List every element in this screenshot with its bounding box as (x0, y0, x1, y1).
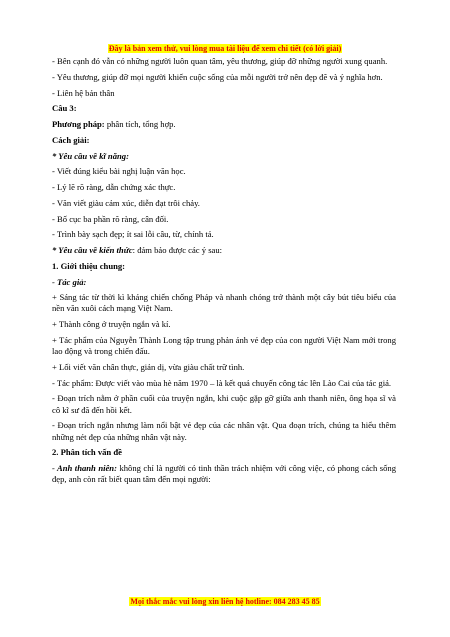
method-text: phân tích, tổng hợp. (104, 119, 176, 129)
list-item: - Đoạn trích ngắn nhưng làm nổi bật vẻ đẹp của các nhân vật. Qua đoạn trích, chúng ta hiểu thêm những nét đẹp của những nhân vật này. (52, 420, 396, 442)
solution-heading: Cách giải: (52, 134, 90, 145)
paragraph: - Yêu thương, giúp đỡ mọi người khiến cuộc sống của mỗi người trở nên đẹp đẽ và ý nghĩa hơn. (52, 71, 383, 82)
list-item: + Thành công ở truyện ngắn và kí. (52, 319, 171, 330)
character-label: - Anh thanh niên: (52, 463, 117, 474)
section-heading: 1. Giới thiệu chung: (52, 260, 126, 271)
character-text: không chỉ là người có tinh thần trách nhiệm với công việc, có phong cách sống đẹp, anh còn rất biết quan tâm đến mọi người: (52, 463, 397, 485)
list-item: - Viết đúng kiểu bài nghị luận văn học. (52, 166, 186, 177)
question-heading: Câu 3: (52, 103, 77, 114)
hotline-notice-footer (0, 596, 450, 607)
paragraph (52, 463, 396, 485)
paragraph: - Bên cạnh đó vẫn có những người luôn quan tâm, yêu thương, giúp đỡ những người xung quanh. (52, 56, 388, 66)
list-item: - Đoạn trích nằm ở phần cuối của truyện ngắn, khi cuộc gặp gỡ giữa anh thanh niên, ông họa sĩ và cô kĩ sư đã đến hồi kết. (52, 393, 396, 415)
paragraph: - Liên hệ bản thân (52, 87, 115, 98)
subsection-heading: - Tác giả: (52, 276, 87, 287)
knowledge-label: * Yêu cầu về kiến thức (52, 245, 133, 255)
list-item: - Văn viết giàu cảm xúc, diễn đạt trôi chảy. (52, 197, 200, 208)
preview-notice-header (0, 43, 450, 54)
list-item: + Tác phẩm của Nguyễn Thành Long tập trung phản ánh vẻ đẹp của con người Việt Nam mới trong lao động và trong chiến đấu. (52, 334, 396, 357)
paragraph (52, 119, 396, 130)
section-heading: 2. Phân tích vấn đề (52, 447, 122, 458)
list-item: - Lý lẽ rõ ràng, dẫn chứng xác thực. (52, 182, 176, 192)
paragraph (52, 245, 396, 256)
list-item: - Trình bày sạch đẹp; ít sai lỗi câu, từ, chính tả. (52, 229, 214, 240)
knowledge-text: : đảm bảo được các ý sau: (132, 245, 223, 255)
skills-heading: * Yêu cầu về kĩ năng: (52, 150, 129, 161)
hotline-notice-text: Mọi thắc mắc vui lòng xin liên hệ hotline: 084 283 45 85 (130, 597, 320, 606)
list-item: - Tác phẩm: Được viết vào mùa hè năm 1970 – là kết quả chuyến công tác lên Lào Cai của tác giả. (52, 377, 392, 388)
list-item: + Lối viết văn chân thực, giản dị, vừa giàu chất trữ tình. (52, 361, 245, 372)
preview-notice-text: Đây là bản xem thử, vui lòng mua tài liệu để xem chi tiết (có lời giải) (108, 44, 342, 53)
document-body (52, 56, 396, 490)
method-label: Phương pháp: (52, 119, 105, 129)
list-item: - Bố cục ba phần rõ ràng, cân đối. (52, 213, 169, 224)
list-item: + Sáng tác từ thời kì kháng chiến chống Pháp và nhanh chóng trở thành một cây bút tiêu biểu của nền văn xuôi cách mạng Việt Nam. (52, 292, 396, 314)
